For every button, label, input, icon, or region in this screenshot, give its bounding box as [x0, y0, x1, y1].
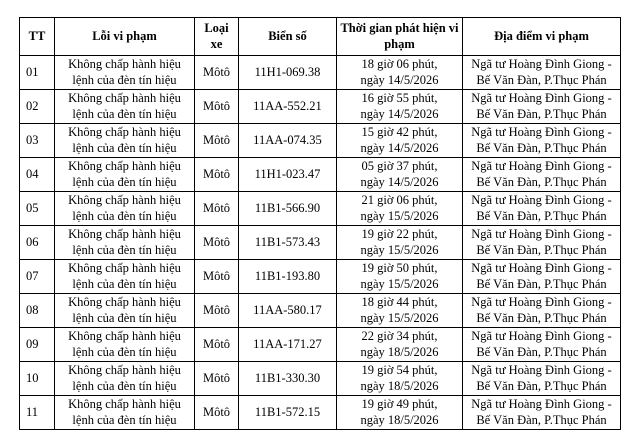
row-time-line: 19 giờ 49 phút,	[361, 397, 438, 411]
table-row	[20, 396, 621, 430]
row-time	[337, 90, 463, 124]
row-plate: 11H1-023.47	[239, 158, 337, 192]
row-violation: Không chấp hành hiệu lệnh của đèn tín hiệu	[55, 192, 195, 226]
row-time-line: ngày 15/5/2026	[360, 276, 439, 291]
row-vehicle: Môtô	[195, 158, 239, 192]
row-location	[463, 294, 621, 328]
row-location-line: Ngã tư Hoàng Đình Giong -	[471, 57, 612, 71]
header-vehicle-type: Loại xe	[195, 18, 239, 56]
row-vehicle: Môtô	[195, 260, 239, 294]
row-violation: Không chấp hành hiệu lệnh của đèn tín hiệu	[55, 226, 195, 260]
row-vehicle: Môtô	[195, 192, 239, 226]
header-row	[20, 18, 621, 56]
row-location-line: Bế Văn Đàn, P.Thục Phán	[476, 174, 607, 189]
row-tt: 06	[20, 226, 55, 260]
row-violation: Không chấp hành hiệu lệnh của đèn tín hiệu	[55, 328, 195, 362]
row-time	[337, 56, 463, 90]
row-tt: 02	[20, 90, 55, 124]
row-location-line: Ngã tư Hoàng Đình Giong -	[471, 397, 612, 411]
row-location	[463, 124, 621, 158]
row-location-line: Bế Văn Đàn, P.Thục Phán	[476, 310, 607, 325]
row-time-line: 05 giờ 37 phút,	[361, 159, 438, 173]
row-location-line: Ngã tư Hoàng Đình Giong -	[471, 227, 612, 241]
row-vehicle: Môtô	[195, 124, 239, 158]
row-tt: 11	[20, 396, 55, 430]
row-time-line: ngày 14/5/2026	[360, 174, 439, 189]
row-location-line: Ngã tư Hoàng Đình Giong -	[471, 159, 612, 173]
row-vehicle: Môtô	[195, 328, 239, 362]
row-location-line: Ngã tư Hoàng Đình Giong -	[471, 261, 612, 275]
row-time-line: 19 giờ 22 phút,	[361, 227, 438, 241]
row-tt: 03	[20, 124, 55, 158]
row-vehicle: Môtô	[195, 90, 239, 124]
row-location	[463, 362, 621, 396]
row-plate: 11B1-566.90	[239, 192, 337, 226]
row-tt: 10	[20, 362, 55, 396]
row-location-line: Ngã tư Hoàng Đình Giong -	[471, 295, 612, 309]
row-violation: Không chấp hành hiệu lệnh của đèn tín hiệu	[55, 260, 195, 294]
row-time	[337, 396, 463, 430]
row-plate: 11AA-171.27	[239, 328, 337, 362]
row-vehicle: Môtô	[195, 226, 239, 260]
row-location	[463, 158, 621, 192]
row-vehicle: Môtô	[195, 56, 239, 90]
row-location	[463, 396, 621, 430]
row-location-line: Ngã tư Hoàng Đình Giong -	[471, 91, 612, 105]
row-location	[463, 56, 621, 90]
row-location-line: Bế Văn Đàn, P.Thục Phán	[476, 208, 607, 223]
row-location-line: Ngã tư Hoàng Đình Giong -	[471, 363, 612, 377]
row-tt: 04	[20, 158, 55, 192]
row-time-line: ngày 18/5/2026	[360, 412, 439, 427]
header-location: Địa điểm vi phạm	[463, 18, 621, 56]
row-time-line: ngày 14/5/2026	[360, 106, 439, 121]
row-plate: 11AA-580.17	[239, 294, 337, 328]
row-tt: 08	[20, 294, 55, 328]
row-location-line: Bế Văn Đàn, P.Thục Phán	[476, 344, 607, 359]
row-time-line: ngày 14/5/2026	[360, 72, 439, 87]
row-vehicle: Môtô	[195, 294, 239, 328]
row-location	[463, 328, 621, 362]
row-time-line: 15 giờ 42 phút,	[361, 125, 438, 139]
table-row	[20, 158, 621, 192]
row-time	[337, 158, 463, 192]
row-time-line: 19 giờ 54 phút,	[361, 363, 438, 377]
row-plate: 11AA-074.35	[239, 124, 337, 158]
table-row	[20, 260, 621, 294]
row-time	[337, 260, 463, 294]
row-location	[463, 260, 621, 294]
table-row	[20, 90, 621, 124]
row-location-line: Bế Văn Đàn, P.Thục Phán	[476, 242, 607, 257]
row-location	[463, 90, 621, 124]
row-violation: Không chấp hành hiệu lệnh của đèn tín hiệu	[55, 158, 195, 192]
row-location-line: Bế Văn Đàn, P.Thục Phán	[476, 378, 607, 393]
row-location-line: Ngã tư Hoàng Đình Giong -	[471, 193, 612, 207]
row-location	[463, 192, 621, 226]
row-location-line: Bế Văn Đàn, P.Thục Phán	[476, 106, 607, 121]
row-location-line: Ngã tư Hoàng Đình Giong -	[471, 125, 612, 139]
row-time-line: 19 giờ 50 phút,	[361, 261, 438, 275]
row-time-line: 22 giờ 34 phút,	[361, 329, 438, 343]
row-time	[337, 294, 463, 328]
table-row	[20, 56, 621, 90]
header-plate: Biển số	[239, 18, 337, 56]
row-plate: 11AA-552.21	[239, 90, 337, 124]
row-location-line: Bế Văn Đàn, P.Thục Phán	[476, 276, 607, 291]
row-location-line: Bế Văn Đàn, P.Thục Phán	[476, 72, 607, 87]
row-time	[337, 328, 463, 362]
row-vehicle: Môtô	[195, 362, 239, 396]
row-time	[337, 124, 463, 158]
row-location-line: Ngã tư Hoàng Đình Giong -	[471, 329, 612, 343]
row-time	[337, 192, 463, 226]
row-violation: Không chấp hành hiệu lệnh của đèn tín hiệu	[55, 362, 195, 396]
row-location	[463, 226, 621, 260]
row-time-line: ngày 15/5/2026	[360, 310, 439, 325]
row-time-line: 21 giờ 06 phút,	[361, 193, 438, 207]
row-time-line: 18 giờ 44 phút,	[361, 295, 438, 309]
table-row	[20, 124, 621, 158]
table-row	[20, 294, 621, 328]
row-time-line: ngày 18/5/2026	[360, 344, 439, 359]
row-tt: 05	[20, 192, 55, 226]
table-row	[20, 226, 621, 260]
row-violation: Không chấp hành hiệu lệnh của đèn tín hiệu	[55, 294, 195, 328]
row-plate: 11B1-193.80	[239, 260, 337, 294]
row-location-line: Bế Văn Đàn, P.Thục Phán	[476, 412, 607, 427]
row-violation: Không chấp hành hiệu lệnh của đèn tín hiệu	[55, 90, 195, 124]
row-vehicle: Môtô	[195, 396, 239, 430]
table-row	[20, 362, 621, 396]
row-plate: 11B1-573.43	[239, 226, 337, 260]
row-tt: 01	[20, 56, 55, 90]
header-violation: Lỗi vi phạm	[55, 18, 195, 56]
row-plate: 11H1-069.38	[239, 56, 337, 90]
row-time	[337, 362, 463, 396]
table-row	[20, 192, 621, 226]
row-plate: 11B1-330.30	[239, 362, 337, 396]
header-tt: TT	[20, 18, 55, 56]
row-time-line: ngày 15/5/2026	[360, 208, 439, 223]
row-tt: 09	[20, 328, 55, 362]
header-time: Thời gian phát hiện vi phạm	[337, 18, 463, 56]
row-time-line: ngày 15/5/2026	[360, 242, 439, 257]
table-row	[20, 328, 621, 362]
row-time	[337, 226, 463, 260]
row-tt: 07	[20, 260, 55, 294]
row-time-line: ngày 14/5/2026	[360, 140, 439, 155]
row-time-line: 18 giờ 06 phút,	[361, 57, 438, 71]
row-violation: Không chấp hành hiệu lệnh của đèn tín hiệu	[55, 396, 195, 430]
row-location-line: Bế Văn Đàn, P.Thục Phán	[476, 140, 607, 155]
row-plate: 11B1-572.15	[239, 396, 337, 430]
row-time-line: 16 giờ 55 phút,	[361, 91, 438, 105]
row-violation: Không chấp hành hiệu lệnh của đèn tín hiệu	[55, 124, 195, 158]
row-time-line: ngày 18/5/2026	[360, 378, 439, 393]
row-violation: Không chấp hành hiệu lệnh của đèn tín hiệu	[55, 56, 195, 90]
violations-table	[19, 17, 621, 430]
